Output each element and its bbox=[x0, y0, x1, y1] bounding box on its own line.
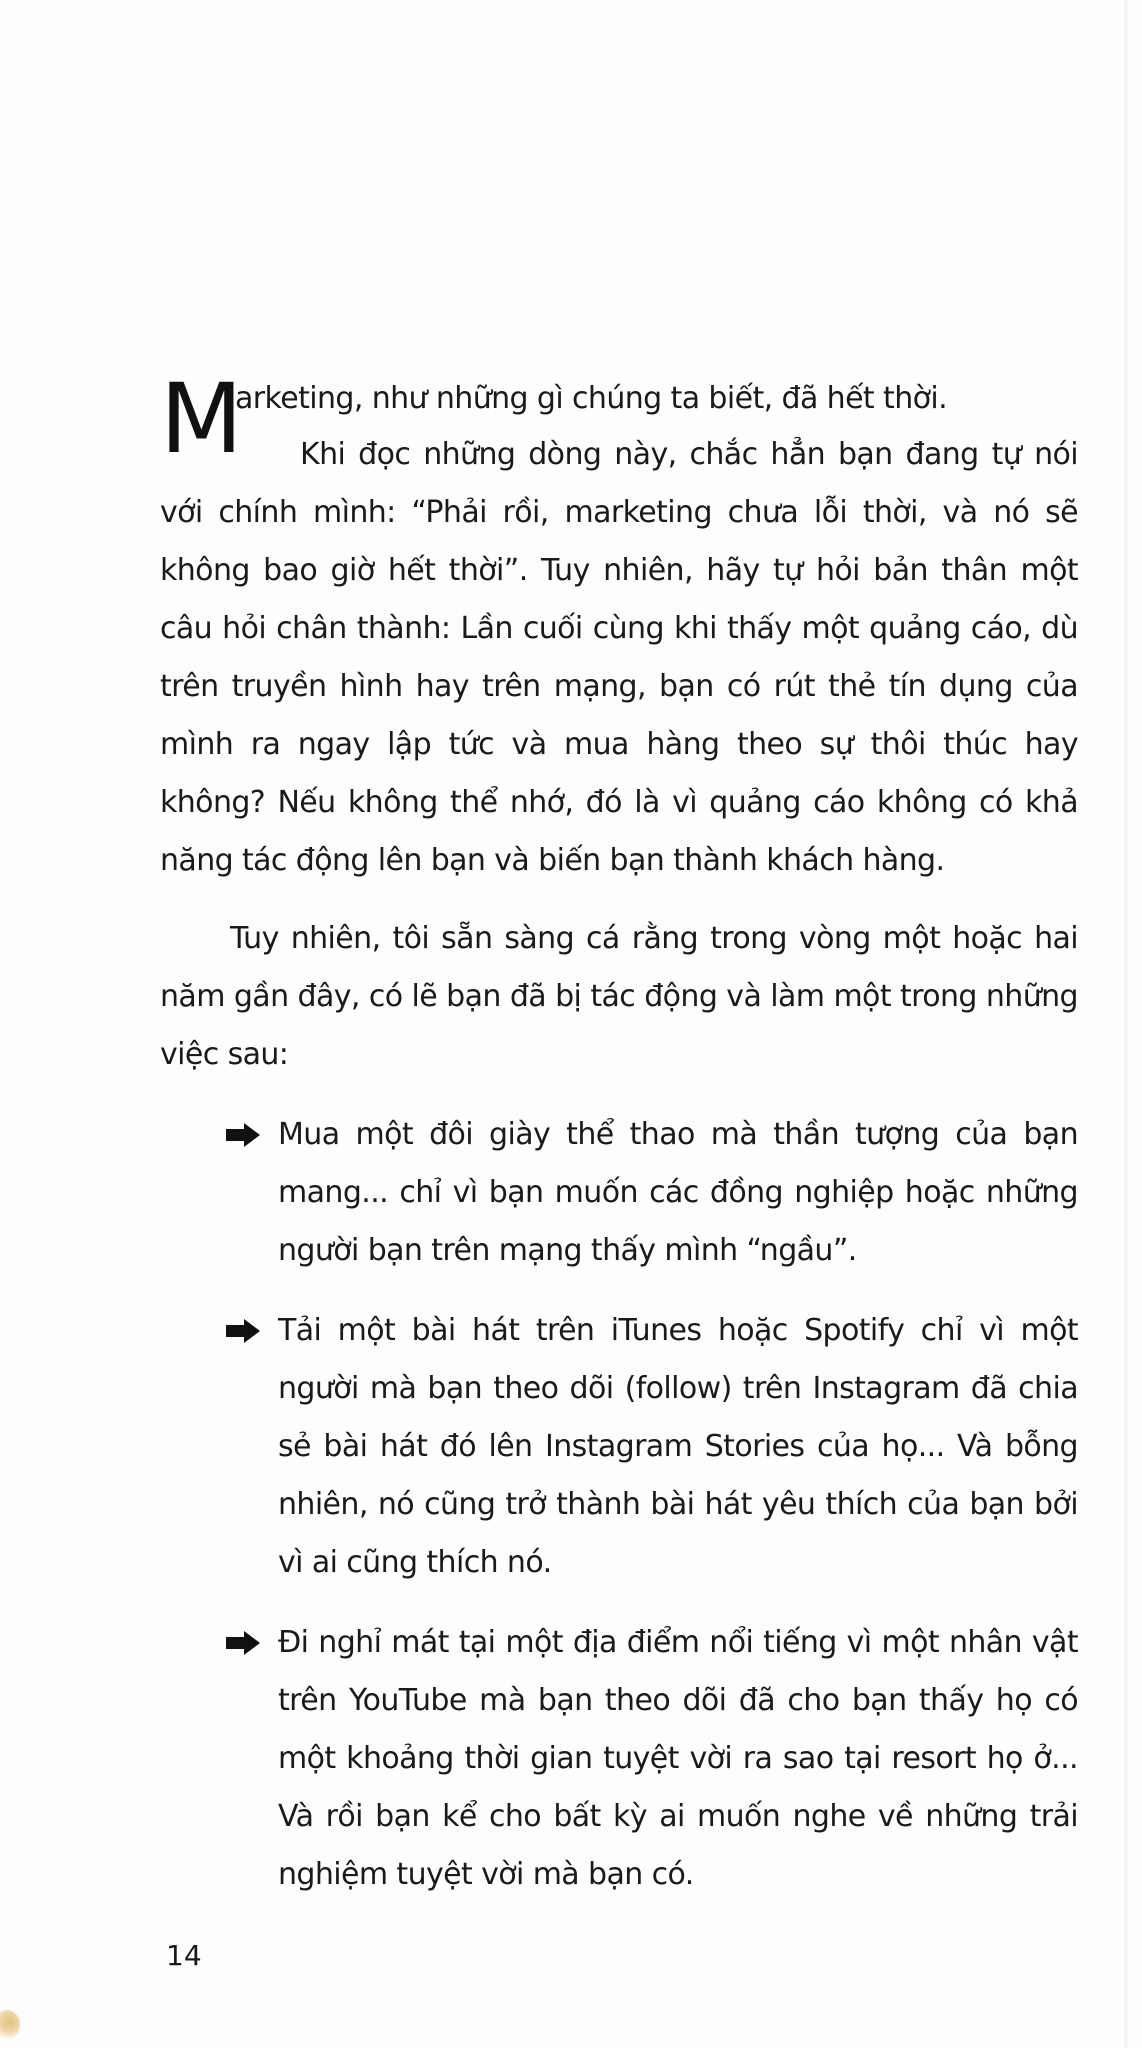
bullet-item bbox=[160, 1302, 1078, 1592]
page-body bbox=[160, 363, 1078, 1926]
opening-line-text: arketing, như những gì chúng ta biết, đã hết thời. bbox=[235, 381, 948, 416]
bullet-list bbox=[160, 1106, 1078, 1904]
bullet-text: Mua một đôi giày thể thao mà thần tượng của bạn mang... chỉ vì bạn muốn các đồng nghiệp hoặc những người bạn trên mạng thấy mình “ngầu”. bbox=[278, 1117, 1078, 1268]
heavy-right-arrow-icon bbox=[226, 1631, 260, 1655]
opening-line bbox=[160, 363, 1078, 475]
drop-cap: M bbox=[160, 363, 243, 475]
heavy-right-arrow-icon bbox=[226, 1123, 260, 1147]
paragraph-2: Tuy nhiên, tôi sẵn sàng cá rằng trong vòng một hoặc hai năm gần đây, có lẽ bạn đã bị tác động và làm một trong những việc sau: bbox=[160, 921, 1078, 1072]
bullet-item bbox=[160, 1106, 1078, 1280]
bullet-item bbox=[160, 1614, 1078, 1904]
heavy-right-arrow-icon bbox=[226, 1319, 260, 1343]
bullet-text: Tải một bài hát trên iTunes hoặc Spotify chỉ vì một người mà bạn theo dõi (follow) trên Instagram đã chia sẻ bài hát đó lên Instagram Stories của họ... Và bỗng nhiên, nó cũng trở thành bài hát yêu thích của bạn bởi vì ai cũng thích nó. bbox=[278, 1313, 1078, 1580]
bullet-text: Đi nghỉ mát tại một địa điểm nổi tiếng vì một nhân vật trên YouTube mà bạn theo dõi đã cho bạn thấy họ có một khoảng thời gian tuyệt vời ra sao tại resort họ ở... Và rồi bạn kể cho bất kỳ ai muốn nghe về những trải nghiệm tuyệt vời mà bạn có. bbox=[278, 1625, 1078, 1892]
page-number: 14 bbox=[166, 1939, 202, 1972]
page-edge-shadow bbox=[1124, 0, 1128, 2048]
scan-artifact bbox=[0, 2010, 20, 2040]
paragraph-1: Khi đọc những dòng này, chắc hẳn bạn đang tự nói với chính mình: “Phải rồi, marketing chưa lỗi thời, và nó sẽ không bao giờ hết thời”. Tuy nhiên, hãy tự hỏi bản thân một câu hỏi chân thành: Lần cuối cùng khi thấy một quảng cáo, dù trên truyền hình hay trên mạng, bạn có rút thẻ tín dụng của mình ra ngay lập tức và mua hàng theo sự thôi thúc hay không? Nếu không thể nhớ, đó là vì quảng cáo không có khả năng tác động lên bạn và biến bạn thành khách hàng. bbox=[160, 437, 1078, 878]
